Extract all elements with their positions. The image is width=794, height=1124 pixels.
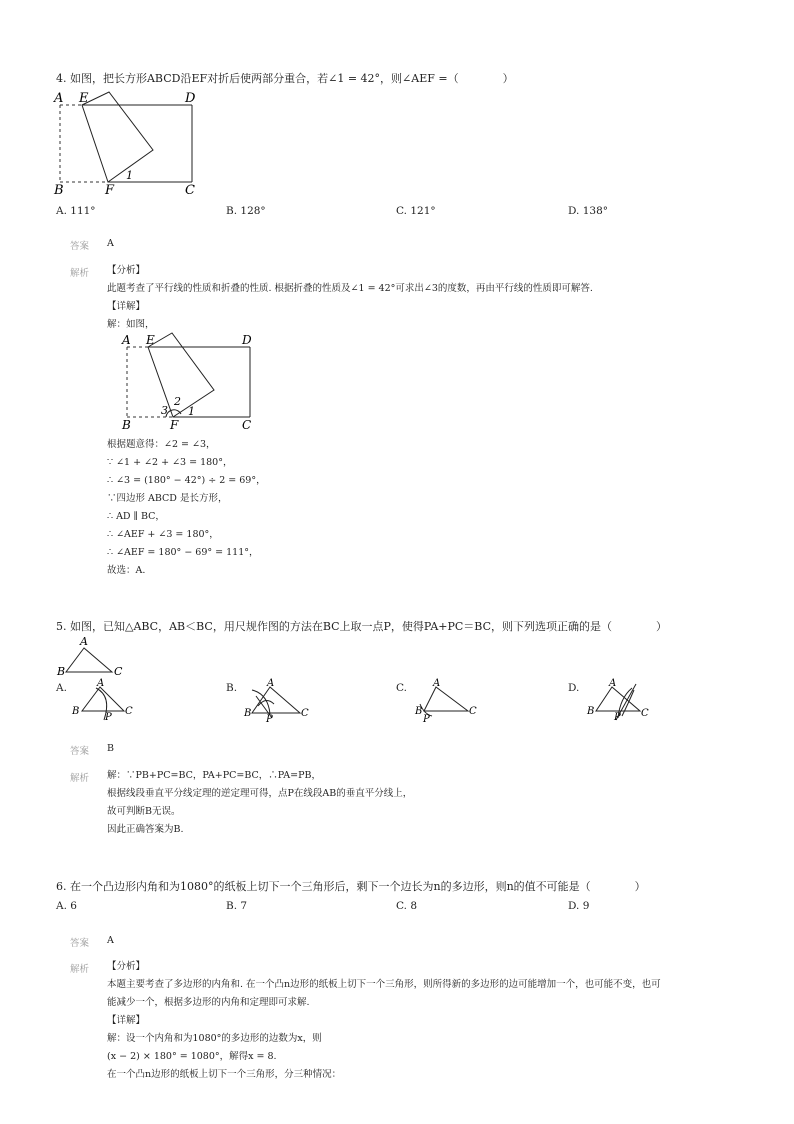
q5-line-3: 故可判断B无误。	[107, 806, 181, 817]
q4-answer: A	[107, 238, 114, 249]
qc-label-B: B	[415, 706, 423, 717]
qa-label-A: A	[97, 678, 105, 689]
q4-analysis-label: 解析	[70, 268, 90, 279]
q5-answer: B	[107, 743, 114, 754]
q5-analysis-label: 解析	[70, 773, 90, 784]
q4-step-8: 故选：A.	[107, 565, 146, 576]
qa-label-B: B	[72, 706, 80, 717]
q5-option-a[interactable]: A.	[56, 682, 67, 694]
q4-option-a[interactable]: A. 111°	[56, 205, 96, 217]
q4-detail-title: 【详解】	[107, 301, 146, 312]
q6-detail-title: 【详解】	[107, 1015, 146, 1026]
qb-label-A: A	[267, 678, 275, 689]
label-B: B	[54, 183, 64, 198]
q4-option-c[interactable]: C. 121°	[396, 205, 436, 217]
q6-detail-line-2: (x − 2) × 180° = 1080°，解得x = 8.	[107, 1051, 277, 1062]
q6-detail-line-1: 解：设一个内角和为1080°的多边形的边数为x，则	[107, 1033, 322, 1044]
q4-option-b[interactable]: B. 128°	[226, 205, 266, 217]
q4-figure	[52, 88, 212, 198]
label-F: F	[105, 183, 115, 198]
q4-analysis-text: 此题考查了平行线的性质和折叠的性质. 根据折叠的性质及∠1 = 42°可求出∠3的度数，再由平行线的性质即可解答.	[107, 283, 593, 294]
qc-label-A: A	[433, 678, 441, 689]
q6-detail-line-3: 在一个凸n边形的纸板上切下一个三角形，分三种情况：	[107, 1069, 342, 1080]
q6-option-d[interactable]: D. 9	[568, 900, 590, 912]
q6-analysis-line-2: 能减少一个，根据多边形的内角和定理即可求解.	[107, 997, 310, 1008]
q5-option-b-figure[interactable]	[240, 676, 312, 724]
label-C: C	[185, 183, 195, 198]
qa-label-C: C	[125, 706, 133, 717]
q4-step-7: ∴ ∠AEF = 180° − 69° = 111°，	[107, 547, 259, 558]
q4-stem: 4. 如图，把长方形ABCD沿EF对折后使两部分重合，若∠1 = 42°，则∠AEF =（ ）	[56, 72, 514, 85]
q5-option-a-figure[interactable]	[68, 676, 138, 724]
q6-option-a[interactable]: A. 6	[56, 900, 77, 912]
sol-label-F: F	[170, 418, 179, 432]
q5-label-C: C	[114, 665, 123, 678]
q4-step-3: ∴ ∠3 = (180° − 42°) ÷ 2 = 69°，	[107, 475, 266, 486]
qa-label-P: P	[105, 712, 112, 723]
q4-detail-intro: 解：如图，	[107, 319, 155, 330]
sol-label-angle-1: 1	[188, 405, 195, 418]
q6-option-b[interactable]: B. 7	[226, 900, 248, 912]
q5-option-d-figure[interactable]	[584, 676, 656, 724]
q4-solution-figure	[120, 330, 260, 432]
q6-option-c[interactable]: C. 8	[396, 900, 418, 912]
sol-label-B: B	[122, 418, 131, 432]
q5-option-d[interactable]: D.	[568, 682, 580, 694]
qd-label-A: A	[609, 678, 617, 689]
sol-label-D: D	[242, 333, 252, 347]
label-angle-1: 1	[126, 169, 133, 182]
sol-label-angle-3: 3	[161, 404, 168, 417]
q6-analysis-title: 【分析】	[107, 961, 146, 972]
label-D: D	[185, 91, 196, 106]
qc-label-P: P	[423, 714, 430, 724]
q5-line-2: 根据线段垂直平分线定理的逆定理可得，点P在线段AB的垂直平分线上，	[107, 788, 413, 799]
q4-answer-label: 答案	[70, 241, 90, 252]
sol-label-A: A	[122, 333, 131, 347]
qb-label-B: B	[244, 708, 252, 719]
q4-step-1: 根据题意得：∠2 = ∠3，	[107, 439, 216, 450]
q5-option-b[interactable]: B.	[226, 682, 238, 694]
q6-analysis-line-1: 本题主要考查了多边形的内角和. 在一个凸n边形的纸板上切下一个三角形，则所得新的多边形的边可能增加一个，也可能不变，也可	[107, 979, 661, 990]
sol-label-E: E	[146, 333, 155, 347]
sol-label-C: C	[242, 418, 252, 432]
qb-label-C: C	[301, 708, 309, 719]
q6-answer: A	[107, 935, 114, 946]
q5-answer-label: 答案	[70, 746, 90, 757]
qd-label-C: C	[641, 708, 649, 719]
sol-label-angle-2: 2	[174, 395, 181, 408]
qd-label-P: P	[614, 712, 621, 723]
q4-option-d[interactable]: D. 138°	[568, 205, 609, 217]
qb-label-P: P	[266, 714, 273, 724]
q5-line-4: 因此正确答案为B.	[107, 824, 184, 835]
q4-step-5: ∴ AD ∥ BC，	[107, 511, 165, 522]
q5-line-1: 解：∵PB+PC=BC，PA+PC=BC，∴PA=PB，	[107, 770, 321, 781]
q6-stem: 6. 在一个凸边形内角和为1080°的纸板上切下一个三角形后，剩下一个边长为n的多边形，则n的值不可能是（ ）	[56, 880, 646, 893]
qc-label-C: C	[469, 706, 477, 717]
q5-option-c[interactable]: C.	[396, 682, 407, 694]
q5-stem: 5. 如图，已知△ABC，AB＜BC，用尺规作图的方法在BC上取一点P，使得PA+PC＝BC，则下列选项正确的是（ ）	[56, 620, 668, 633]
qd-label-B: B	[587, 706, 595, 717]
q4-analysis-title: 【分析】	[107, 265, 146, 276]
q6-answer-label: 答案	[70, 938, 90, 949]
label-E: E	[79, 91, 89, 106]
q5-label-A: A	[80, 635, 88, 648]
q4-step-2: ∵ ∠1 + ∠2 + ∠3 = 180°，	[107, 457, 233, 468]
q5-option-c-figure[interactable]	[412, 676, 482, 724]
q5-label-B: B	[57, 665, 66, 678]
q4-step-6: ∴ ∠AEF + ∠3 = 180°，	[107, 529, 219, 540]
label-A: A	[54, 91, 64, 106]
q5-triangle-figure	[54, 634, 134, 678]
q4-step-4: ∵四边形 ABCD 是长方形，	[107, 493, 228, 504]
q6-analysis-label: 解析	[70, 964, 90, 975]
